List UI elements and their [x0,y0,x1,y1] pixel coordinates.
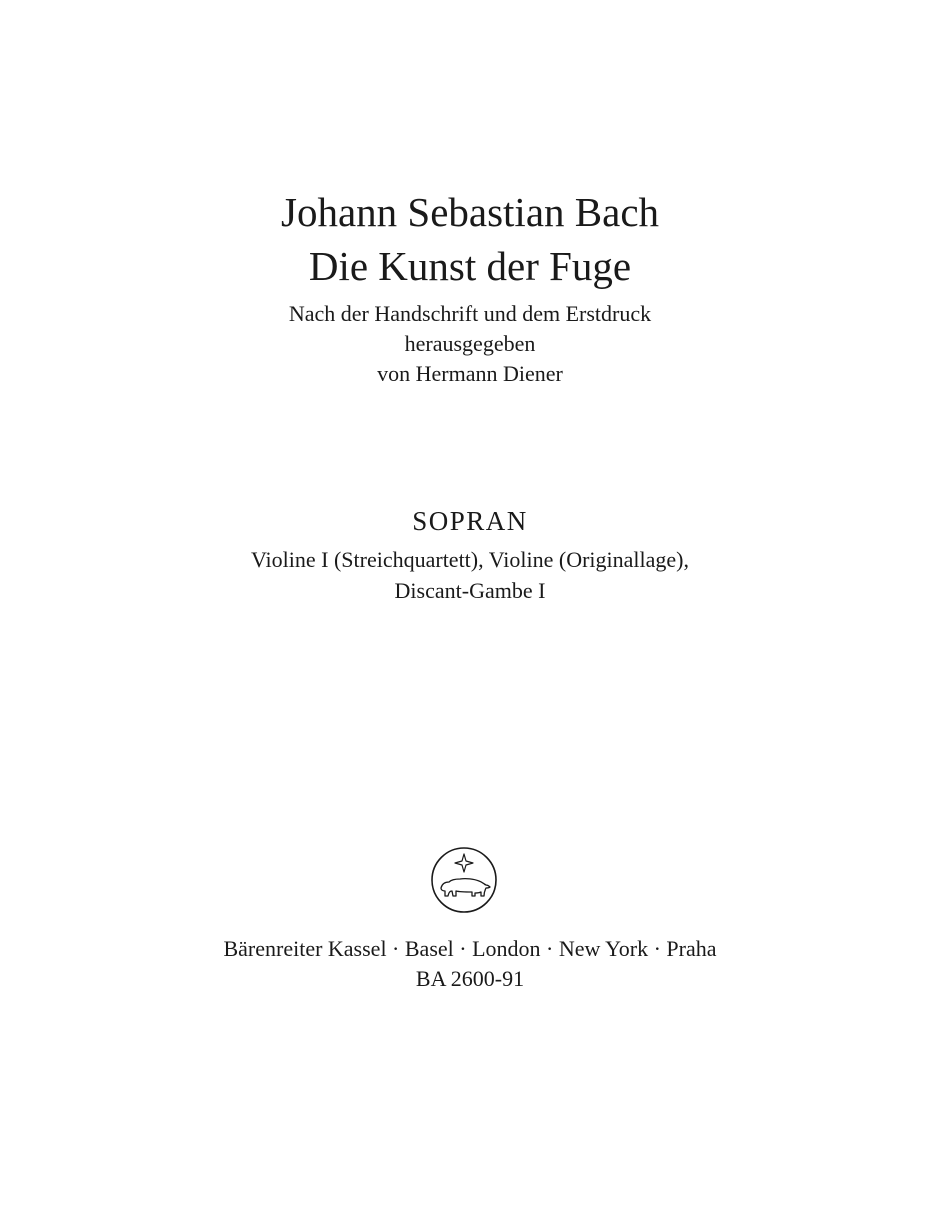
bear-logo-icon [430,846,498,914]
edition-line-1: Nach der Handschrift und dem Erstdruck [288,301,652,326]
work-title: Die Kunst der Fuge [308,243,632,289]
instrument-line-2: Discant-Gambe I [394,578,546,603]
part-voice: SOPRAN [412,506,528,536]
catalog-number: BA 2600-91 [415,966,525,991]
instrument-line-1: Violine I (Streichquartett), Violine (Originallage), [250,547,690,572]
edition-line-2: herausgegeben [404,331,536,356]
edition-line-3: von Hermann Diener [377,361,563,386]
composer-name: Johann Sebastian Bach [280,189,660,235]
publisher-imprint: Bärenreiter Kassel · Basel · London · New York · Praha [223,936,717,961]
